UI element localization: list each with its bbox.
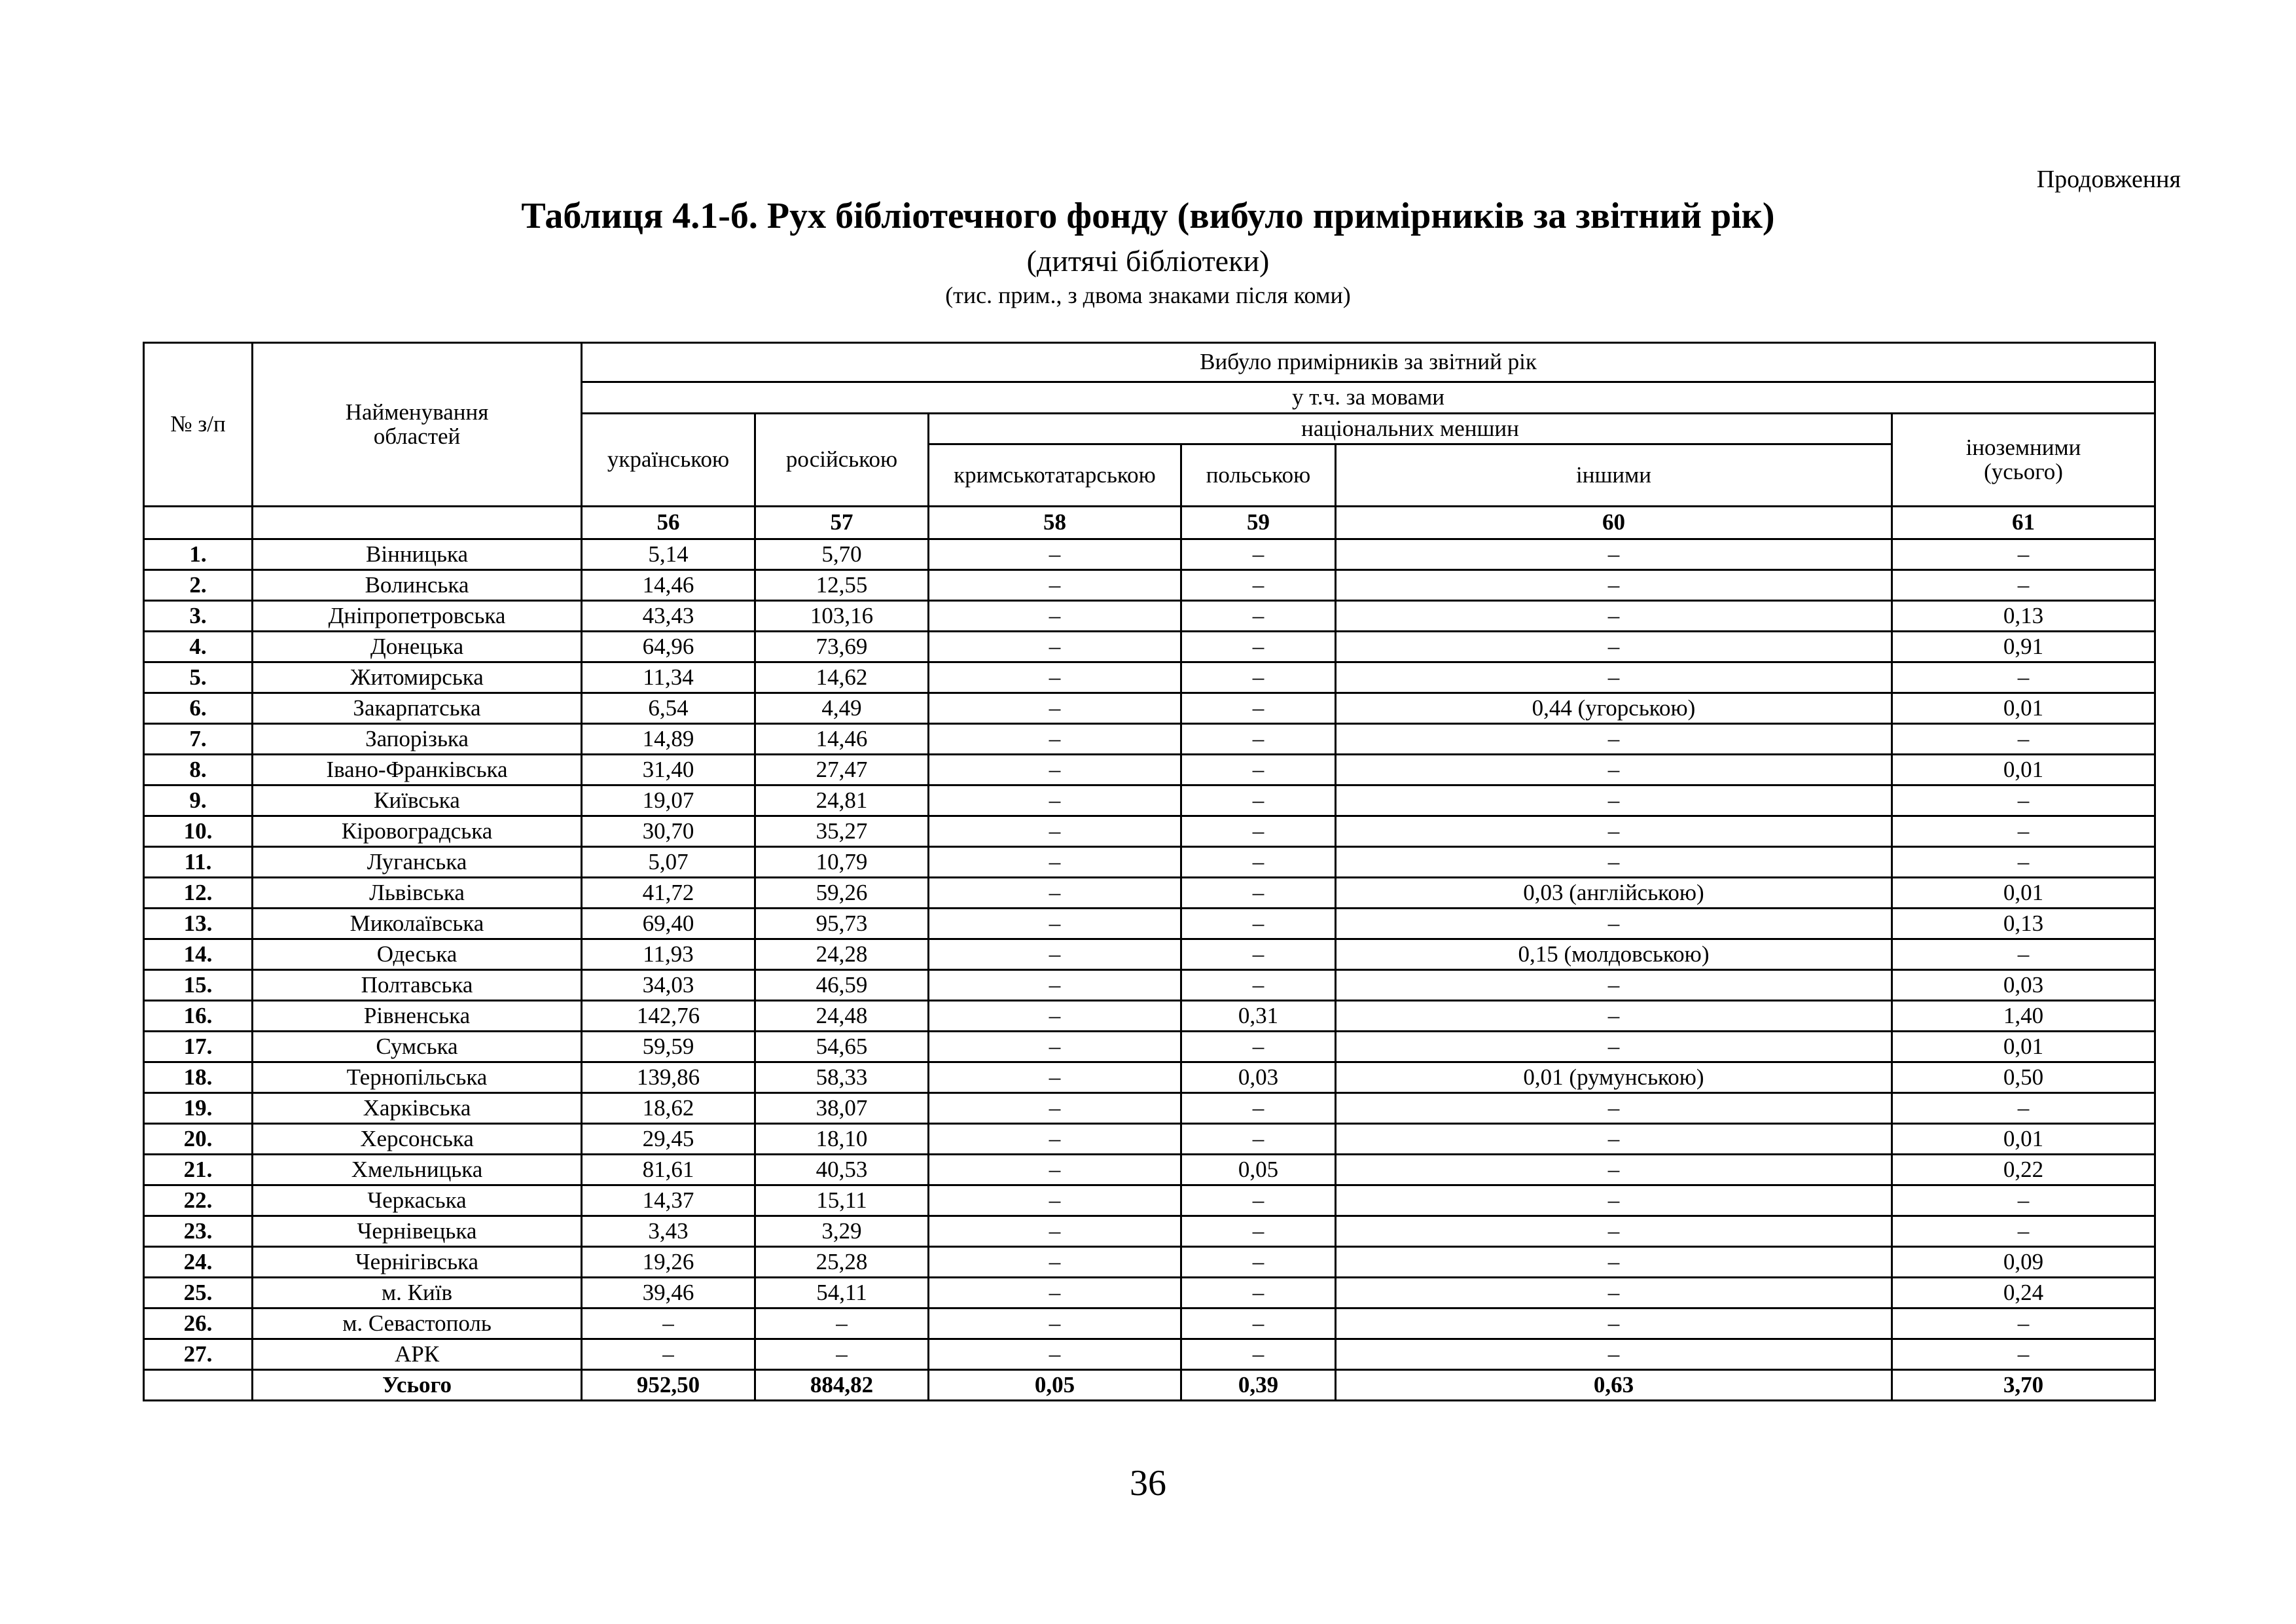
- value-russian: 54,11: [755, 1278, 929, 1308]
- value-others: –: [1336, 1093, 1892, 1124]
- value-foreign: –: [1892, 847, 2155, 878]
- value-russian: 24,81: [755, 785, 929, 816]
- value-foreign: 0,22: [1892, 1155, 2155, 1185]
- value-ukrainian: 39,46: [582, 1278, 755, 1308]
- units-note: (тис. прим., з двома знаками після коми): [945, 282, 1351, 308]
- table-row: [144, 632, 2155, 662]
- value-ukrainian: 142,76: [582, 1001, 755, 1032]
- table-row: [144, 847, 2155, 878]
- value-russian: 25,28: [755, 1247, 929, 1278]
- value-ukrainian: 31,40: [582, 755, 755, 785]
- row-number: 4.: [144, 632, 253, 662]
- region-name: Чернігівська: [253, 1247, 582, 1278]
- value-foreign: 0,13: [1892, 601, 2155, 632]
- value-polish: –: [1181, 909, 1336, 939]
- value-others: –: [1336, 632, 1892, 662]
- row-number: 2.: [144, 570, 253, 601]
- value-others: –: [1336, 570, 1892, 601]
- value-others: –: [1336, 1124, 1892, 1155]
- header-ukrainian: українською: [582, 414, 755, 507]
- value-foreign: –: [1892, 1185, 2155, 1216]
- value-polish: 0,39: [1181, 1370, 1336, 1401]
- row-number: 16.: [144, 1001, 253, 1032]
- value-russian: 18,10: [755, 1124, 929, 1155]
- value-russian: 14,46: [755, 724, 929, 755]
- value-crimean-tatar: –: [929, 601, 1181, 632]
- row-number: 12.: [144, 878, 253, 909]
- value-crimean-tatar: –: [929, 724, 1181, 755]
- row-number: 13.: [144, 909, 253, 939]
- value-ukrainian: 64,96: [582, 632, 755, 662]
- value-others: –: [1336, 1216, 1892, 1247]
- value-foreign: 0,91: [1892, 632, 2155, 662]
- value-others: –: [1336, 539, 1892, 570]
- value-foreign: 0,03: [1892, 970, 2155, 1001]
- value-others: –: [1336, 970, 1892, 1001]
- value-ukrainian: 69,40: [582, 909, 755, 939]
- table-row: [144, 878, 2155, 909]
- value-others: –: [1336, 662, 1892, 693]
- value-others: –: [1336, 1247, 1892, 1278]
- value-crimean-tatar: –: [929, 1216, 1181, 1247]
- value-polish: –: [1181, 570, 1336, 601]
- value-polish: –: [1181, 1339, 1336, 1370]
- column-number: 57: [755, 507, 929, 539]
- value-crimean-tatar: –: [929, 878, 1181, 909]
- value-ukrainian: –: [582, 1339, 755, 1370]
- region-name: Рівненська: [253, 1001, 582, 1032]
- value-foreign: –: [1892, 1339, 2155, 1370]
- value-russian: 10,79: [755, 847, 929, 878]
- region-name: АРК: [253, 1339, 582, 1370]
- header-crimean-tatar: кримськотатарською: [929, 444, 1181, 507]
- value-polish: –: [1181, 785, 1336, 816]
- value-ukrainian: 29,45: [582, 1124, 755, 1155]
- value-ukrainian: 5,14: [582, 539, 755, 570]
- value-crimean-tatar: –: [929, 970, 1181, 1001]
- value-crimean-tatar: –: [929, 909, 1181, 939]
- row-number: 25.: [144, 1278, 253, 1308]
- header-others: іншими: [1336, 444, 1892, 507]
- row-number: 10.: [144, 816, 253, 847]
- value-others: –: [1336, 1339, 1892, 1370]
- region-name: Луганська: [253, 847, 582, 878]
- region-name: Миколаївська: [253, 909, 582, 939]
- region-name: Хмельницька: [253, 1155, 582, 1185]
- row-number: 8.: [144, 755, 253, 785]
- table-row: [144, 1032, 2155, 1062]
- value-russian: –: [755, 1308, 929, 1339]
- value-foreign: –: [1892, 939, 2155, 970]
- value-crimean-tatar: –: [929, 939, 1181, 970]
- value-polish: –: [1181, 1247, 1336, 1278]
- region-name: Житомирська: [253, 662, 582, 693]
- table-row: [144, 1093, 2155, 1124]
- region-name: Івано-Франківська: [253, 755, 582, 785]
- value-foreign: –: [1892, 662, 2155, 693]
- value-polish: –: [1181, 1032, 1336, 1062]
- value-foreign: 0,50: [1892, 1062, 2155, 1093]
- value-foreign: 0,01: [1892, 878, 2155, 909]
- value-foreign: –: [1892, 785, 2155, 816]
- header-foreign: іноземними (усього): [1892, 414, 2155, 507]
- table-row: [144, 785, 2155, 816]
- continued-label: Продовження: [2036, 166, 2181, 193]
- header-num: № з/п: [144, 343, 253, 507]
- value-crimean-tatar: –: [929, 570, 1181, 601]
- table-row: [144, 1155, 2155, 1185]
- value-others: –: [1336, 1185, 1892, 1216]
- region-name: Чернівецька: [253, 1216, 582, 1247]
- value-foreign: –: [1892, 1216, 2155, 1247]
- value-polish: –: [1181, 816, 1336, 847]
- value-foreign: 0,01: [1892, 1124, 2155, 1155]
- table-row: [144, 1247, 2155, 1278]
- region-name: Усього: [253, 1370, 582, 1401]
- value-russian: 5,70: [755, 539, 929, 570]
- region-name: Херсонська: [253, 1124, 582, 1155]
- table-row: [144, 1001, 2155, 1032]
- value-polish: –: [1181, 939, 1336, 970]
- value-ukrainian: 3,43: [582, 1216, 755, 1247]
- region-name: Черкаська: [253, 1185, 582, 1216]
- value-foreign: 0,01: [1892, 1032, 2155, 1062]
- value-russian: 12,55: [755, 570, 929, 601]
- value-polish: –: [1181, 1278, 1336, 1308]
- value-foreign: –: [1892, 816, 2155, 847]
- table-row: [144, 1062, 2155, 1093]
- value-polish: –: [1181, 693, 1336, 724]
- header-polish: польською: [1181, 444, 1336, 507]
- row-number: 17.: [144, 1032, 253, 1062]
- value-crimean-tatar: –: [929, 539, 1181, 570]
- value-polish: –: [1181, 847, 1336, 878]
- value-polish: 0,03: [1181, 1062, 1336, 1093]
- region-name: Тернопільська: [253, 1062, 582, 1093]
- column-number: 58: [929, 507, 1181, 539]
- value-ukrainian: 14,89: [582, 724, 755, 755]
- value-russian: 54,65: [755, 1032, 929, 1062]
- value-polish: –: [1181, 1216, 1336, 1247]
- value-others: –: [1336, 755, 1892, 785]
- value-foreign: 0,01: [1892, 755, 2155, 785]
- table-row: [144, 1185, 2155, 1216]
- value-polish: –: [1181, 632, 1336, 662]
- table-row: [144, 755, 2155, 785]
- column-number-blank: [144, 507, 253, 539]
- value-ukrainian: 11,34: [582, 662, 755, 693]
- column-number-blank: [253, 507, 582, 539]
- column-number: 61: [1892, 507, 2155, 539]
- region-name: Запорізька: [253, 724, 582, 755]
- region-name: Сумська: [253, 1032, 582, 1062]
- value-foreign: –: [1892, 1308, 2155, 1339]
- region-name: м. Севастополь: [253, 1308, 582, 1339]
- table-row: [144, 693, 2155, 724]
- value-crimean-tatar: –: [929, 1093, 1181, 1124]
- row-number: 23.: [144, 1216, 253, 1247]
- value-foreign: 0,24: [1892, 1278, 2155, 1308]
- header-region: Найменування областей: [253, 343, 582, 507]
- value-others: –: [1336, 601, 1892, 632]
- value-polish: –: [1181, 662, 1336, 693]
- value-foreign: 0,01: [1892, 693, 2155, 724]
- value-russian: 95,73: [755, 909, 929, 939]
- value-others: –: [1336, 1278, 1892, 1308]
- region-name: Одеська: [253, 939, 582, 970]
- region-name: Волинська: [253, 570, 582, 601]
- value-ukrainian: 952,50: [582, 1370, 755, 1401]
- table-row: [144, 1339, 2155, 1370]
- row-number: 22.: [144, 1185, 253, 1216]
- value-polish: –: [1181, 539, 1336, 570]
- row-number: 3.: [144, 601, 253, 632]
- row-number: 6.: [144, 693, 253, 724]
- value-polish: 0,05: [1181, 1155, 1336, 1185]
- region-name: Дніпропетровська: [253, 601, 582, 632]
- row-number: 5.: [144, 662, 253, 693]
- value-crimean-tatar: –: [929, 1339, 1181, 1370]
- value-russian: –: [755, 1339, 929, 1370]
- value-ukrainian: 6,54: [582, 693, 755, 724]
- value-russian: 73,69: [755, 632, 929, 662]
- value-polish: –: [1181, 1093, 1336, 1124]
- row-number: 15.: [144, 970, 253, 1001]
- value-russian: 24,48: [755, 1001, 929, 1032]
- value-crimean-tatar: –: [929, 693, 1181, 724]
- value-ukrainian: 14,37: [582, 1185, 755, 1216]
- value-others: –: [1336, 1032, 1892, 1062]
- value-foreign: 0,09: [1892, 1247, 2155, 1278]
- value-crimean-tatar: –: [929, 1124, 1181, 1155]
- value-crimean-tatar: –: [929, 785, 1181, 816]
- value-crimean-tatar: –: [929, 1001, 1181, 1032]
- row-number: 9.: [144, 785, 253, 816]
- value-foreign: 1,40: [1892, 1001, 2155, 1032]
- value-others: –: [1336, 1001, 1892, 1032]
- region-name: м. Київ: [253, 1278, 582, 1308]
- row-number: 18.: [144, 1062, 253, 1093]
- value-russian: 103,16: [755, 601, 929, 632]
- value-others: –: [1336, 1308, 1892, 1339]
- value-foreign: 3,70: [1892, 1370, 2155, 1401]
- header-russian: російською: [755, 414, 929, 507]
- value-polish: –: [1181, 878, 1336, 909]
- table-row: [144, 570, 2155, 601]
- value-foreign: –: [1892, 570, 2155, 601]
- value-russian: 884,82: [755, 1370, 929, 1401]
- value-crimean-tatar: –: [929, 1062, 1181, 1093]
- value-russian: 59,26: [755, 878, 929, 909]
- value-others: –: [1336, 847, 1892, 878]
- region-name: Закарпатська: [253, 693, 582, 724]
- value-ukrainian: 81,61: [582, 1155, 755, 1185]
- value-foreign: –: [1892, 1093, 2155, 1124]
- value-others: –: [1336, 785, 1892, 816]
- value-russian: 3,29: [755, 1216, 929, 1247]
- table-row: [144, 724, 2155, 755]
- value-crimean-tatar: –: [929, 1278, 1181, 1308]
- value-russian: 24,28: [755, 939, 929, 970]
- row-number: 27.: [144, 1339, 253, 1370]
- table-title: Таблиця 4.1-б. Рух бібліотечного фонду (вибуло примірників за звітний рік): [521, 196, 1775, 236]
- value-crimean-tatar: –: [929, 1185, 1181, 1216]
- value-crimean-tatar: –: [929, 1247, 1181, 1278]
- value-polish: 0,31: [1181, 1001, 1336, 1032]
- value-foreign: –: [1892, 539, 2155, 570]
- header-removed: Вибуло примірників за звітний рік: [582, 343, 2155, 382]
- table-row: [144, 909, 2155, 939]
- value-others: –: [1336, 724, 1892, 755]
- value-russian: 40,53: [755, 1155, 929, 1185]
- value-ukrainian: 19,26: [582, 1247, 755, 1278]
- value-foreign: 0,13: [1892, 909, 2155, 939]
- value-ukrainian: 139,86: [582, 1062, 755, 1093]
- table-row: [144, 601, 2155, 632]
- value-crimean-tatar: –: [929, 662, 1181, 693]
- region-name: Полтавська: [253, 970, 582, 1001]
- value-others: 0,03 (англійською): [1336, 878, 1892, 909]
- value-crimean-tatar: –: [929, 847, 1181, 878]
- value-crimean-tatar: 0,05: [929, 1370, 1181, 1401]
- value-russian: 58,33: [755, 1062, 929, 1093]
- table-row: [144, 816, 2155, 847]
- table-row: [144, 1124, 2155, 1155]
- header-minorities: національних меншин: [929, 414, 1892, 444]
- table-row: [144, 1278, 2155, 1308]
- value-ukrainian: 43,43: [582, 601, 755, 632]
- value-crimean-tatar: –: [929, 1308, 1181, 1339]
- value-others: –: [1336, 909, 1892, 939]
- row-number: 11.: [144, 847, 253, 878]
- value-polish: –: [1181, 1308, 1336, 1339]
- value-polish: –: [1181, 1185, 1336, 1216]
- value-russian: 15,11: [755, 1185, 929, 1216]
- value-ukrainian: –: [582, 1308, 755, 1339]
- value-others: 0,44 (угорською): [1336, 693, 1892, 724]
- value-russian: 27,47: [755, 755, 929, 785]
- column-number: 60: [1336, 507, 1892, 539]
- value-foreign: –: [1892, 724, 2155, 755]
- table-row: [144, 1308, 2155, 1339]
- region-name: Вінницька: [253, 539, 582, 570]
- value-polish: –: [1181, 724, 1336, 755]
- region-name: Львівська: [253, 878, 582, 909]
- row-number: 14.: [144, 939, 253, 970]
- value-polish: –: [1181, 755, 1336, 785]
- page-number: 36: [1130, 1463, 1166, 1504]
- value-russian: 14,62: [755, 662, 929, 693]
- row-number: 1.: [144, 539, 253, 570]
- value-ukrainian: 19,07: [582, 785, 755, 816]
- row-number: 19.: [144, 1093, 253, 1124]
- value-russian: 46,59: [755, 970, 929, 1001]
- value-crimean-tatar: –: [929, 1032, 1181, 1062]
- value-ukrainian: 11,93: [582, 939, 755, 970]
- value-ukrainian: 59,59: [582, 1032, 755, 1062]
- header-incl-languages: у т.ч. за мовами: [582, 382, 2155, 414]
- value-ukrainian: 41,72: [582, 878, 755, 909]
- table-row: [144, 970, 2155, 1001]
- value-polish: –: [1181, 970, 1336, 1001]
- value-ukrainian: 34,03: [582, 970, 755, 1001]
- value-others: –: [1336, 1155, 1892, 1185]
- value-russian: 4,49: [755, 693, 929, 724]
- row-number: [144, 1370, 253, 1401]
- table-row: [144, 939, 2155, 970]
- table-row: [144, 1216, 2155, 1247]
- value-others: 0,01 (румунською): [1336, 1062, 1892, 1093]
- value-crimean-tatar: –: [929, 632, 1181, 662]
- table-subtitle: (дитячі бібліотеки): [1026, 244, 1270, 278]
- value-ukrainian: 18,62: [582, 1093, 755, 1124]
- total-row: [144, 1370, 2155, 1401]
- region-name: Київська: [253, 785, 582, 816]
- value-polish: –: [1181, 1124, 1336, 1155]
- row-number: 20.: [144, 1124, 253, 1155]
- row-number: 7.: [144, 724, 253, 755]
- region-name: Харківська: [253, 1093, 582, 1124]
- value-crimean-tatar: –: [929, 816, 1181, 847]
- table-row: [144, 539, 2155, 570]
- row-number: 26.: [144, 1308, 253, 1339]
- value-others: –: [1336, 816, 1892, 847]
- value-ukrainian: 5,07: [582, 847, 755, 878]
- value-others: 0,63: [1336, 1370, 1892, 1401]
- library-fund-table: [143, 342, 2156, 1401]
- value-others: 0,15 (молдовською): [1336, 939, 1892, 970]
- row-number: 21.: [144, 1155, 253, 1185]
- region-name: Кіровоградська: [253, 816, 582, 847]
- region-name: Донецька: [253, 632, 582, 662]
- value-ukrainian: 14,46: [582, 570, 755, 601]
- value-russian: 35,27: [755, 816, 929, 847]
- row-number: 24.: [144, 1247, 253, 1278]
- value-ukrainian: 30,70: [582, 816, 755, 847]
- column-number: 59: [1181, 507, 1336, 539]
- table-row: [144, 662, 2155, 693]
- value-crimean-tatar: –: [929, 755, 1181, 785]
- column-number: 56: [582, 507, 755, 539]
- value-crimean-tatar: –: [929, 1155, 1181, 1185]
- value-russian: 38,07: [755, 1093, 929, 1124]
- value-polish: –: [1181, 601, 1336, 632]
